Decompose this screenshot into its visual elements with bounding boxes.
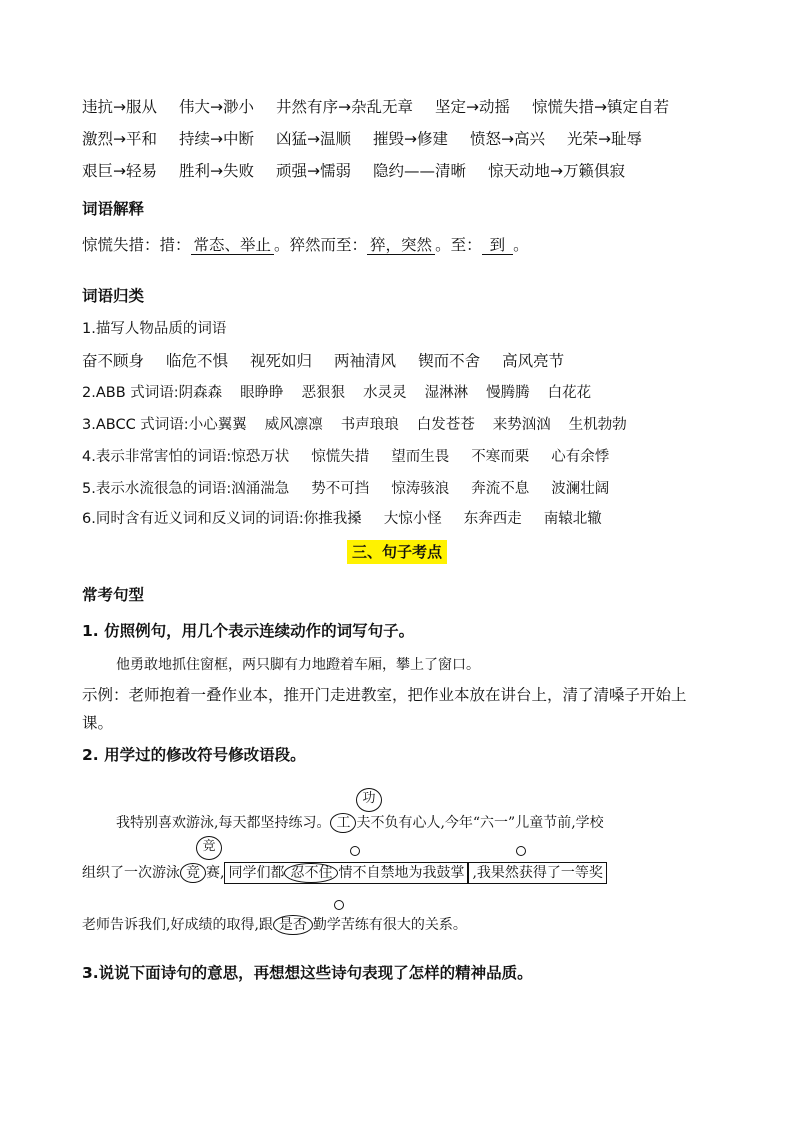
swap-mark-box [468, 862, 606, 884]
word: 惊涛骇浪 [391, 481, 450, 497]
word: 南辕北辙 [543, 511, 602, 527]
classify-item-2 [82, 382, 591, 404]
word: 白发苍苍 [416, 417, 475, 433]
proofread-text: 我特别喜欢游泳,每天都坚持练习。 [116, 815, 331, 831]
classify-item-6 [82, 508, 602, 530]
explanation-end: 。 [513, 236, 529, 254]
proofread-text: 老师告诉我们,好成绩的取得,跟 [82, 917, 273, 933]
antonym-pair: 胜利→失败 [179, 162, 254, 180]
explanation-heading: 词语解释 [82, 200, 145, 218]
classify-item-1-title: 1.描写人物品质的词语 [82, 321, 227, 337]
proofread-line-2 [82, 862, 607, 884]
word: 眼睁睁 [240, 385, 284, 401]
word: 白花花 [547, 385, 592, 401]
insertion-mark-gong: 功 [356, 788, 382, 812]
proofread-text: 夫不负有心人,今年“六一”儿童节前,学校 [356, 815, 604, 831]
question-1: 1. 仿照例句，用几个表示连续动作的词写句子。 [82, 622, 415, 640]
proofread-text: 赛, [206, 865, 225, 881]
answer-blank-2: 猝，突然 [367, 236, 435, 255]
antonym-pair: 顽强→懦弱 [276, 162, 351, 180]
answer-blank-1: 常态、举止 [191, 236, 275, 255]
word: 书声琅琅 [340, 417, 399, 433]
antonym-pair: 坚定→动摇 [435, 98, 510, 116]
word: 奋不顾身 [82, 352, 145, 370]
antonym-pair: 惊天动地→万籁俱寂 [488, 162, 626, 180]
classify-heading: 词语归类 [82, 287, 145, 305]
proofread-text: 情不自禁地为我鼓掌 [338, 865, 465, 881]
q1-answer-line-2: 课。 [82, 714, 114, 732]
section-banner: 三、句子考点 [347, 540, 447, 564]
word: 奔流不息 [471, 481, 530, 497]
proofread-line-3 [82, 914, 467, 936]
word: 大惊小怪 [383, 511, 442, 527]
antonym-pair: 持续→中断 [179, 130, 254, 148]
circled-phrase: 是否 [273, 915, 313, 935]
q1-answer-line-1: 示例：老师抱着一叠作业本，推开门走进教室，把作业本放在讲台上，清了清嗓子开始上 [82, 686, 687, 704]
insertion-mark-jing: 竞 [196, 836, 222, 860]
word: 威风凛凛 [264, 417, 323, 433]
circled-char: 竞 [180, 863, 206, 883]
word: 水灵灵 [363, 385, 407, 401]
word: 5.表示水流很急的词语:汹涌湍急 [82, 481, 290, 497]
answer-blank-3: 到 [482, 236, 514, 255]
antonym-pair: 惊慌失措→镇定自若 [532, 98, 669, 116]
explanation-line [82, 234, 529, 256]
classify-item-3 [82, 414, 627, 436]
antonym-pair: 艰巨→轻易 [82, 162, 157, 180]
word: 慢腾腾 [486, 385, 530, 401]
explanation-mid: 。猝然而至： [274, 236, 368, 254]
sentences-heading: 常考句型 [82, 586, 145, 604]
word: 锲而不舍 [418, 352, 481, 370]
classify-item-1-words [82, 350, 564, 372]
antonym-row-3 [82, 160, 625, 182]
word: 心有余悸 [551, 449, 610, 465]
swap-mark-box [224, 862, 468, 884]
word: 视死如归 [250, 352, 313, 370]
antonym-pair: 违抗→服从 [82, 98, 157, 116]
word: 6.同时含有近义词和反义词的词语:你推我搡 [82, 511, 362, 527]
proofread-text: 勤学苦练有很大的关系。 [312, 917, 467, 933]
word: 不寒而栗 [471, 449, 530, 465]
word: 两袖清风 [334, 352, 397, 370]
antonym-pair: 凶猛→温顺 [276, 130, 351, 148]
classify-item-5 [82, 478, 609, 500]
proofread-text: 组织了一次游泳 [82, 865, 180, 881]
antonym-pair: 光荣→耻辱 [567, 130, 642, 148]
delete-mark-icon [334, 900, 344, 910]
word: 4.表示非常害怕的词语:惊恐万状 [82, 449, 290, 465]
circled-phrase: 忍不住 [284, 863, 338, 883]
antonym-pair: 摧毁→修建 [373, 130, 448, 148]
word: 高风亮节 [502, 352, 565, 370]
word: 2.ABB 式词语:阴森森 [82, 385, 223, 401]
antonym-pair: 井然有序→杂乱无章 [276, 98, 413, 116]
question-2: 2. 用学过的修改符号修改语段。 [82, 746, 306, 764]
explanation-prefix: 惊慌失措：措： [82, 236, 191, 254]
delete-mark-icon [516, 846, 526, 856]
word: 临危不惧 [166, 352, 229, 370]
word: 东奔西走 [463, 511, 522, 527]
word: 恶狠狠 [301, 385, 346, 401]
word: 来势汹汹 [492, 417, 551, 433]
question-3: 3.说说下面诗句的意思，再想想这些诗句表现了怎样的精神品质。 [82, 964, 533, 982]
delete-mark-icon [350, 846, 360, 856]
explanation-mid2: 。至： [435, 236, 482, 254]
word: 惊慌失措 [311, 449, 370, 465]
word: 波澜壮阔 [551, 481, 610, 497]
proofread-text: 同学们都 [228, 865, 285, 881]
antonym-pair: 激烈→平和 [82, 130, 157, 148]
word: 3.ABCC 式词语:小心翼翼 [82, 417, 247, 433]
classify-item-4 [82, 446, 609, 468]
word: 势不可挡 [311, 481, 370, 497]
antonym-pair: 隐约——清晰 [373, 162, 467, 180]
proofread-text: ,我果然获得了一等奖 [472, 865, 603, 881]
q1-example-sentence: 他勇敢地抓住窗框，两只脚有力地蹬着车厢，攀上了窗口。 [116, 657, 480, 673]
antonym-row-1 [82, 96, 669, 118]
antonym-row-2 [82, 128, 642, 150]
antonym-pair: 愤怒→高兴 [470, 130, 545, 148]
word: 湿淋淋 [424, 385, 469, 401]
word: 生机勃勃 [568, 417, 627, 433]
word: 望而生畏 [391, 449, 450, 465]
antonym-pair: 伟大→渺小 [179, 98, 254, 116]
proofread-line-1 [116, 812, 604, 834]
circled-char: 工 [330, 813, 356, 833]
